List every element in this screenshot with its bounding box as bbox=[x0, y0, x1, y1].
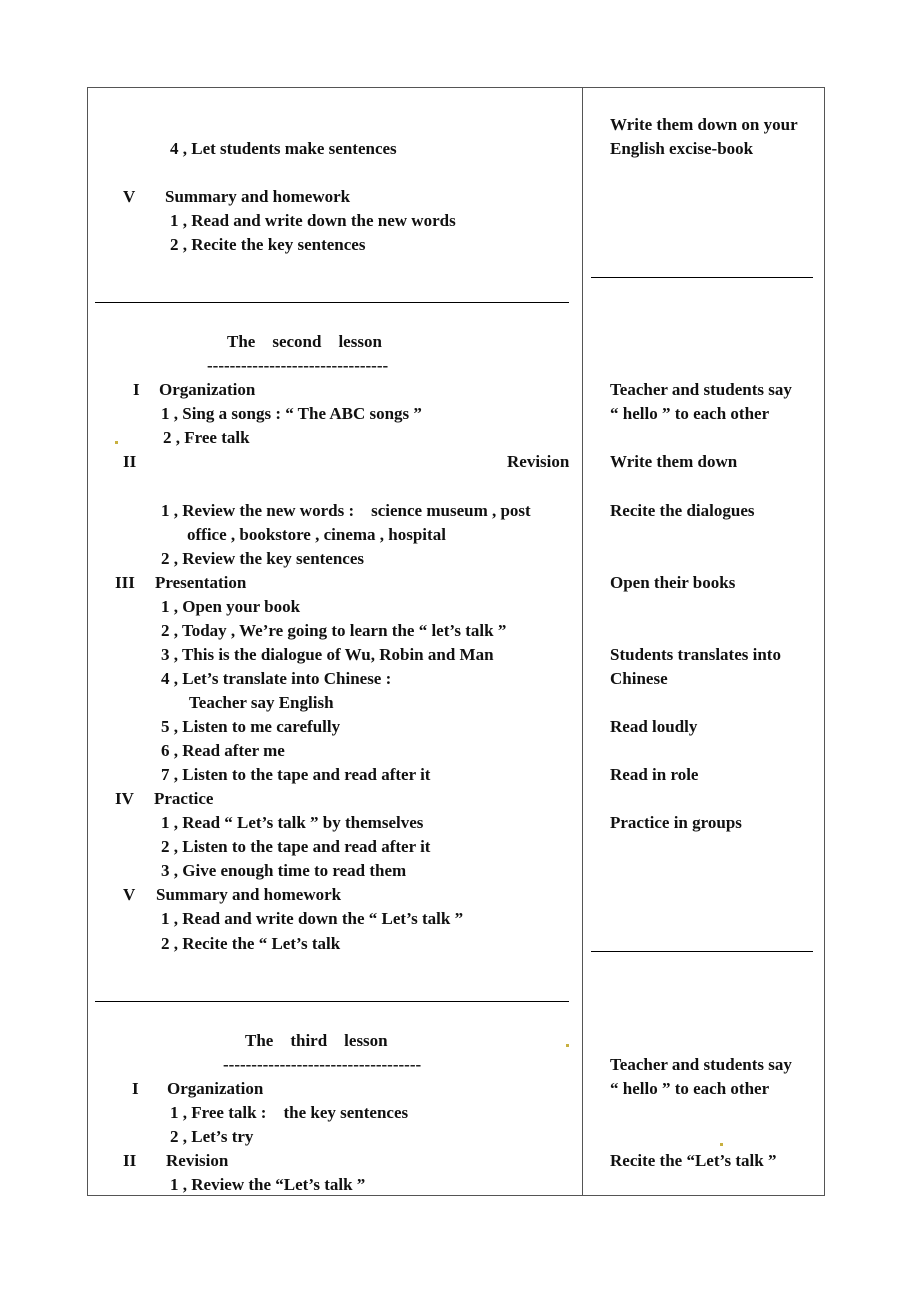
section-heading: Organization bbox=[167, 1079, 264, 1098]
student-activity: Teacher and students say bbox=[610, 380, 792, 399]
speck bbox=[720, 1143, 723, 1146]
step-text: 2 , Let’s try bbox=[170, 1127, 254, 1146]
student-activity: Recite the “Let’s talk ” bbox=[610, 1151, 777, 1170]
student-activity: “ hello ” to each other bbox=[610, 404, 770, 423]
student-activity: Open their books bbox=[610, 573, 736, 592]
step-text: 2 , Free talk bbox=[163, 428, 250, 447]
section-heading: Summary and homework bbox=[156, 885, 342, 904]
section-numeral: I bbox=[133, 380, 140, 399]
title-underline: -------------------------------- bbox=[207, 356, 389, 375]
section-numeral: II bbox=[123, 452, 137, 471]
section-heading: Presentation bbox=[155, 573, 247, 592]
speck bbox=[115, 441, 118, 444]
student-activity: Recite the dialogues bbox=[610, 501, 755, 520]
student-activity: Write them down on your bbox=[610, 115, 798, 134]
title-underline: ----------------------------------- bbox=[223, 1055, 422, 1074]
step-text: 1 , Read “ Let’s talk ” by themselves bbox=[161, 813, 424, 832]
column-divider bbox=[582, 87, 583, 1196]
step-text: 1 , Sing a songs : “ The ABC songs ” bbox=[161, 404, 422, 423]
student-activity: Read in role bbox=[610, 765, 699, 784]
step-text: 1 , Read and write down the “ Let’s talk ” bbox=[161, 909, 464, 928]
step-text: 4 , Let students make sentences bbox=[170, 139, 397, 158]
step-text: 3 , Give enough time to read them bbox=[161, 861, 407, 880]
section-divider bbox=[95, 302, 569, 303]
student-activity: Teacher and students say bbox=[610, 1055, 792, 1074]
section-numeral: I bbox=[132, 1079, 139, 1098]
step-text: 2 , Review the key sentences bbox=[161, 549, 365, 568]
speck bbox=[566, 1044, 569, 1047]
section-heading: Revision bbox=[507, 452, 570, 471]
step-text: 2 , Recite the key sentences bbox=[170, 235, 366, 254]
step-text: 4 , Let’s translate into Chinese : bbox=[161, 669, 392, 688]
step-text: 5 , Listen to me carefully bbox=[161, 717, 341, 736]
section-heading: Revision bbox=[166, 1151, 229, 1170]
section-heading: Practice bbox=[154, 789, 214, 808]
step-text: 3 , This is the dialogue of Wu, Robin and Man bbox=[161, 645, 494, 664]
step-text: 2 , Today , We’re going to learn the “ let’s talk ” bbox=[161, 621, 507, 640]
section-heading: Summary and homework bbox=[165, 187, 351, 206]
lesson-title: The second lesson bbox=[227, 332, 382, 351]
section-numeral: II bbox=[123, 1151, 137, 1170]
step-text: 6 , Read after me bbox=[161, 741, 285, 760]
step-text: Teacher say English bbox=[189, 693, 334, 712]
section-heading: Organization bbox=[159, 380, 256, 399]
student-activity: Students translates into bbox=[610, 645, 781, 664]
section-numeral: V bbox=[123, 885, 136, 904]
student-activity: Practice in groups bbox=[610, 813, 742, 832]
section-numeral: IV bbox=[115, 789, 134, 808]
section-numeral: III bbox=[115, 573, 135, 592]
section-divider bbox=[95, 1001, 569, 1002]
lesson-title: The third lesson bbox=[245, 1031, 388, 1050]
step-text: office , bookstore , cinema , hospital bbox=[187, 525, 446, 544]
section-divider bbox=[591, 277, 813, 278]
section-divider bbox=[591, 951, 813, 952]
step-text: 2 , Listen to the tape and read after it bbox=[161, 837, 431, 856]
student-activity: Read loudly bbox=[610, 717, 698, 736]
step-text: 1 , Free talk : the key sentences bbox=[170, 1103, 409, 1122]
student-activity: Write them down bbox=[610, 452, 738, 471]
step-text: 2 , Recite the “ Let’s talk bbox=[161, 934, 341, 953]
step-text: 1 , Review the “Let’s talk ” bbox=[170, 1175, 366, 1194]
step-text: 1 , Open your book bbox=[161, 597, 301, 616]
student-activity: Chinese bbox=[610, 669, 668, 688]
step-text: 7 , Listen to the tape and read after it bbox=[161, 765, 431, 784]
student-activity: “ hello ” to each other bbox=[610, 1079, 770, 1098]
section-numeral: V bbox=[123, 187, 136, 206]
step-text: 1 , Review the new words : science museum , post bbox=[161, 501, 531, 520]
student-activity: English excise-book bbox=[610, 139, 754, 158]
step-text: 1 , Read and write down the new words bbox=[170, 211, 456, 230]
